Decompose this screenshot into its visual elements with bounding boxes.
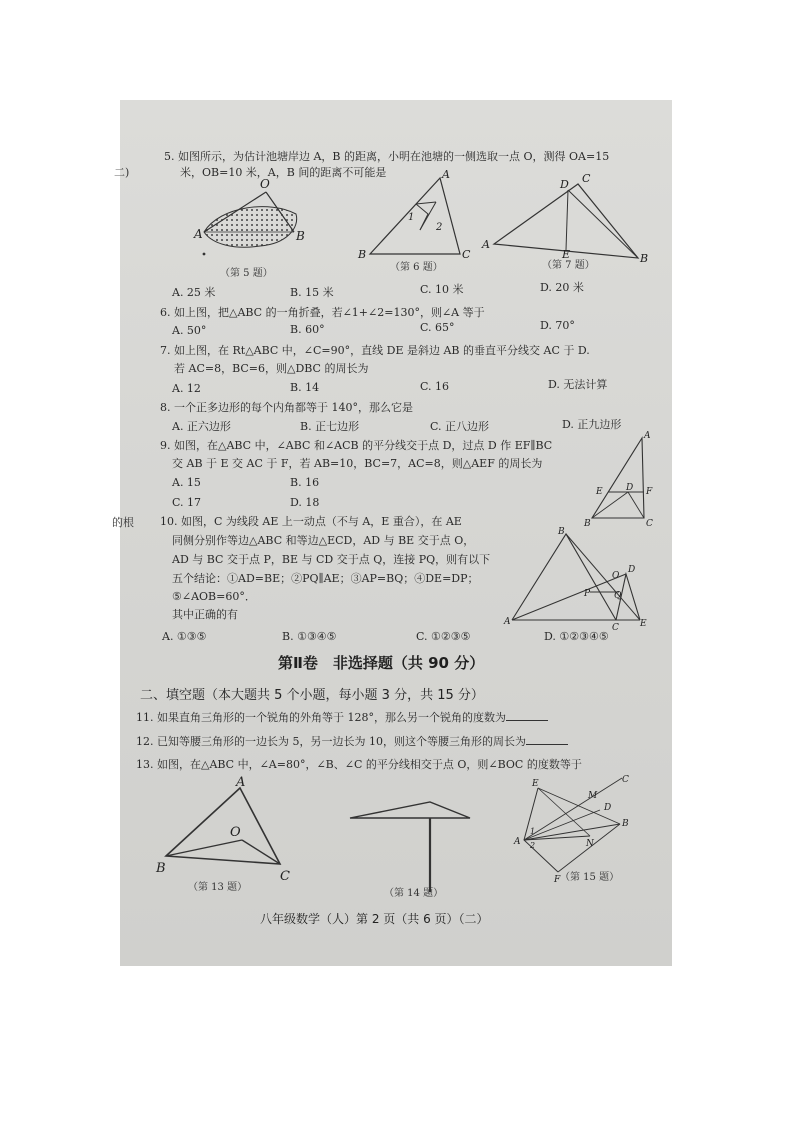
q12-text — [136, 734, 568, 749]
fig13-label-B: B — [156, 861, 166, 876]
fig9-label-C: C — [646, 519, 653, 529]
fig15-label-D: D — [604, 803, 612, 813]
figure-13-triangle — [156, 775, 306, 888]
fig6-label-2: 2 — [436, 222, 443, 233]
q6-option-b[interactable]: B. 60° — [290, 323, 325, 336]
fig9-label-D: D — [626, 483, 634, 493]
fig15-label-F: F — [554, 875, 561, 885]
q13-text — [136, 758, 582, 772]
fig15-label-E: E — [532, 779, 539, 789]
q10-text-line4: 五个结论：①AD=BE；②PQ∥AE；③AP=BQ；④DE=DP； — [172, 572, 479, 585]
fig15-label-A: A — [514, 837, 521, 847]
q5-option-a[interactable]: A. 25 米 — [172, 286, 216, 299]
fig10-label-D: D — [628, 565, 636, 575]
fig13-label-C: C — [280, 869, 290, 884]
q5-option-d[interactable]: D. 20 米 — [540, 281, 584, 294]
figure-6-folded-triangle — [356, 168, 476, 268]
q10-option-b[interactable]: B. ①③④⑤ — [282, 630, 337, 643]
fig5-caption: （第 5 题） — [220, 268, 273, 279]
fig6-label-C: C — [462, 248, 471, 261]
q5-option-c[interactable]: C. 10 米 — [420, 283, 464, 296]
fig13-caption: （第 13 题） — [188, 882, 248, 893]
fig6-label-1: 1 — [408, 212, 415, 223]
q6-text: 6. 如上图，把△ABC 的一角折叠，若∠1+∠2=130°，则∠A 等于 — [160, 306, 485, 319]
margin-mark-top: 二) — [114, 166, 130, 179]
figure-10-equilateral-triangles — [504, 526, 647, 633]
q12-answer-blank[interactable] — [526, 734, 568, 745]
fig13-label-O: O — [230, 825, 241, 840]
q11-text-content: 11. 如果直角三角形的一个锐角的外角等于 128°，那么另一个锐角的度数为 — [136, 711, 506, 724]
fig6-caption: （第 6 题） — [390, 262, 443, 273]
fig10-label-E: E — [640, 619, 647, 629]
fig9-label-F: F — [646, 487, 653, 497]
q9-text-line1: 9. 如图，在△ABC 中，∠ABC 和∠ACB 的平分线交于点 D，过点 D 作 EF∥BC — [160, 439, 553, 452]
q7-text-line2: 若 AC=8，BC=6，则△DBC 的周长为 — [174, 362, 369, 375]
figure-5-pond — [190, 178, 330, 268]
q8-text: 8. 一个正多边形的每个内角都等于 140°，那么它是 — [160, 401, 413, 414]
q7-text-line1: 7. 如上图，在 Rt△ABC 中，∠C=90°，直线 DE 是斜边 AB 的垂直平分线交 AC 于 D. — [160, 344, 590, 357]
fig7-label-D: D — [560, 178, 569, 191]
q8-option-b[interactable]: B. 正七边形 — [300, 420, 360, 433]
fig7-label-E: E — [562, 248, 571, 261]
fig15-label-2: 2 — [530, 841, 536, 850]
q5-text-line2: 米，OB=10 米，A，B 间的距离不可能是 — [180, 166, 387, 179]
q10-text-line6: 其中正确的有 — [172, 608, 238, 621]
q10-text-line5: ⑤∠AOB=60°． — [172, 590, 256, 603]
fig10-label-O: O — [612, 571, 620, 581]
exam-page-photo — [112, 100, 672, 966]
fig6-label-B: B — [358, 248, 367, 261]
fig10-label-B: B — [558, 527, 565, 537]
q7-option-b[interactable]: B. 14 — [290, 381, 320, 394]
q9-option-b[interactable]: B. 16 — [290, 476, 320, 489]
fig9-label-A: A — [644, 431, 651, 441]
q5-option-b[interactable]: B. 15 米 — [290, 286, 334, 299]
fig7-caption: （第 7 题） — [542, 260, 595, 271]
q13-text-content: 13. 如图，在△ABC 中，∠A=80°，∠B、∠C 的平分线相交于点 O，则∠BOC 的度数等于 — [136, 758, 582, 771]
fig7-label-B: B — [640, 252, 649, 265]
fig6-label-A: A — [442, 168, 450, 181]
q11-text — [136, 710, 548, 725]
fig7-label-A: A — [482, 238, 490, 251]
fig15-label-N: N — [586, 839, 594, 849]
q9-text-line2: 交 AB 于 E 交 AC 于 F，若 AB=10，BC=7，AC=8，则△AEF 的周长为 — [172, 457, 543, 470]
figure-7-right-triangle — [482, 172, 650, 265]
q7-option-a[interactable]: A. 12 — [172, 382, 201, 395]
q9-option-c[interactable]: C. 17 — [172, 496, 202, 509]
q10-option-c[interactable]: C. ①②③⑤ — [416, 630, 471, 643]
fig15-label-C: C — [622, 775, 629, 785]
q10-text-line1: 10. 如图，C 为线段 AE 上一动点（不与 A，E 重合），在 AE — [160, 515, 462, 528]
q5-text-line1: 5. 如图所示，为估计池塘岸边 A，B 的距离，小明在池塘的一侧选取一点 O，测得 OA=15 — [164, 150, 610, 163]
fig5-label-B: B — [296, 229, 305, 243]
q10-text-line3: AD 与 BC 交于点 P，BE 与 CD 交于点 Q，连接 PQ，则有以下 — [172, 553, 491, 566]
q11-answer-blank[interactable] — [506, 710, 548, 721]
q6-option-c[interactable]: C. 65° — [420, 321, 455, 334]
q8-option-a[interactable]: A. 正六边形 — [172, 420, 231, 433]
q10-option-d[interactable]: D. ①②③④⑤ — [544, 630, 609, 643]
q8-option-d[interactable]: D. 正九边形 — [562, 418, 622, 431]
fig14-caption: （第 14 题） — [384, 888, 444, 899]
q10-text-line2: 同侧分别作等边△ABC 和等边△ECD，AD 与 BE 交于点 O， — [172, 534, 475, 547]
section-2-subtitle: 二、填空题（本大题共 5 个小题，每小题 3 分，共 15 分） — [140, 688, 484, 703]
fig15-caption: （第 15 题） — [560, 872, 620, 883]
fig5-label-O: O — [260, 177, 270, 191]
fig13-label-A: A — [236, 775, 246, 790]
q8-option-c[interactable]: C. 正八边形 — [430, 420, 490, 433]
fig9-label-B: B — [584, 519, 591, 529]
fig10-label-P: P — [584, 589, 591, 599]
fig10-label-Q: Q — [614, 591, 622, 601]
fig15-label-M: M — [588, 791, 598, 801]
fig9-label-E: E — [596, 487, 603, 497]
fig5-label-A: A — [194, 227, 203, 241]
q7-option-c[interactable]: C. 16 — [420, 380, 450, 393]
fig15-label-B: B — [622, 819, 629, 829]
fig15-label-1: 1 — [530, 827, 536, 836]
section-2-title: 第Ⅱ卷 非选择题（共 90 分） — [278, 654, 485, 672]
fig7-label-C: C — [582, 172, 591, 185]
q12-text-content: 12. 已知等腰三角形的一边长为 5，另一边长为 10，则这个等腰三角形的周长为 — [136, 735, 526, 748]
q9-option-d[interactable]: D. 18 — [290, 496, 320, 509]
q6-option-a[interactable]: A. 50° — [172, 324, 207, 337]
q7-option-d[interactable]: D. 无法计算 — [548, 378, 608, 391]
q10-option-a[interactable]: A. ①③⑤ — [162, 630, 207, 643]
margin-mark-mid: 的根 — [112, 516, 134, 529]
page-footer: 八年级数学（人）第 2 页（共 6 页）（二） — [260, 912, 489, 926]
q6-option-d[interactable]: D. 70° — [540, 319, 575, 332]
figure-14-t-shape — [346, 798, 486, 896]
figure-9-triangle-bisectors — [584, 431, 658, 530]
q9-option-a[interactable]: A. 15 — [172, 476, 201, 489]
fig10-label-C: C — [612, 623, 619, 633]
fig10-label-A: A — [504, 617, 511, 627]
